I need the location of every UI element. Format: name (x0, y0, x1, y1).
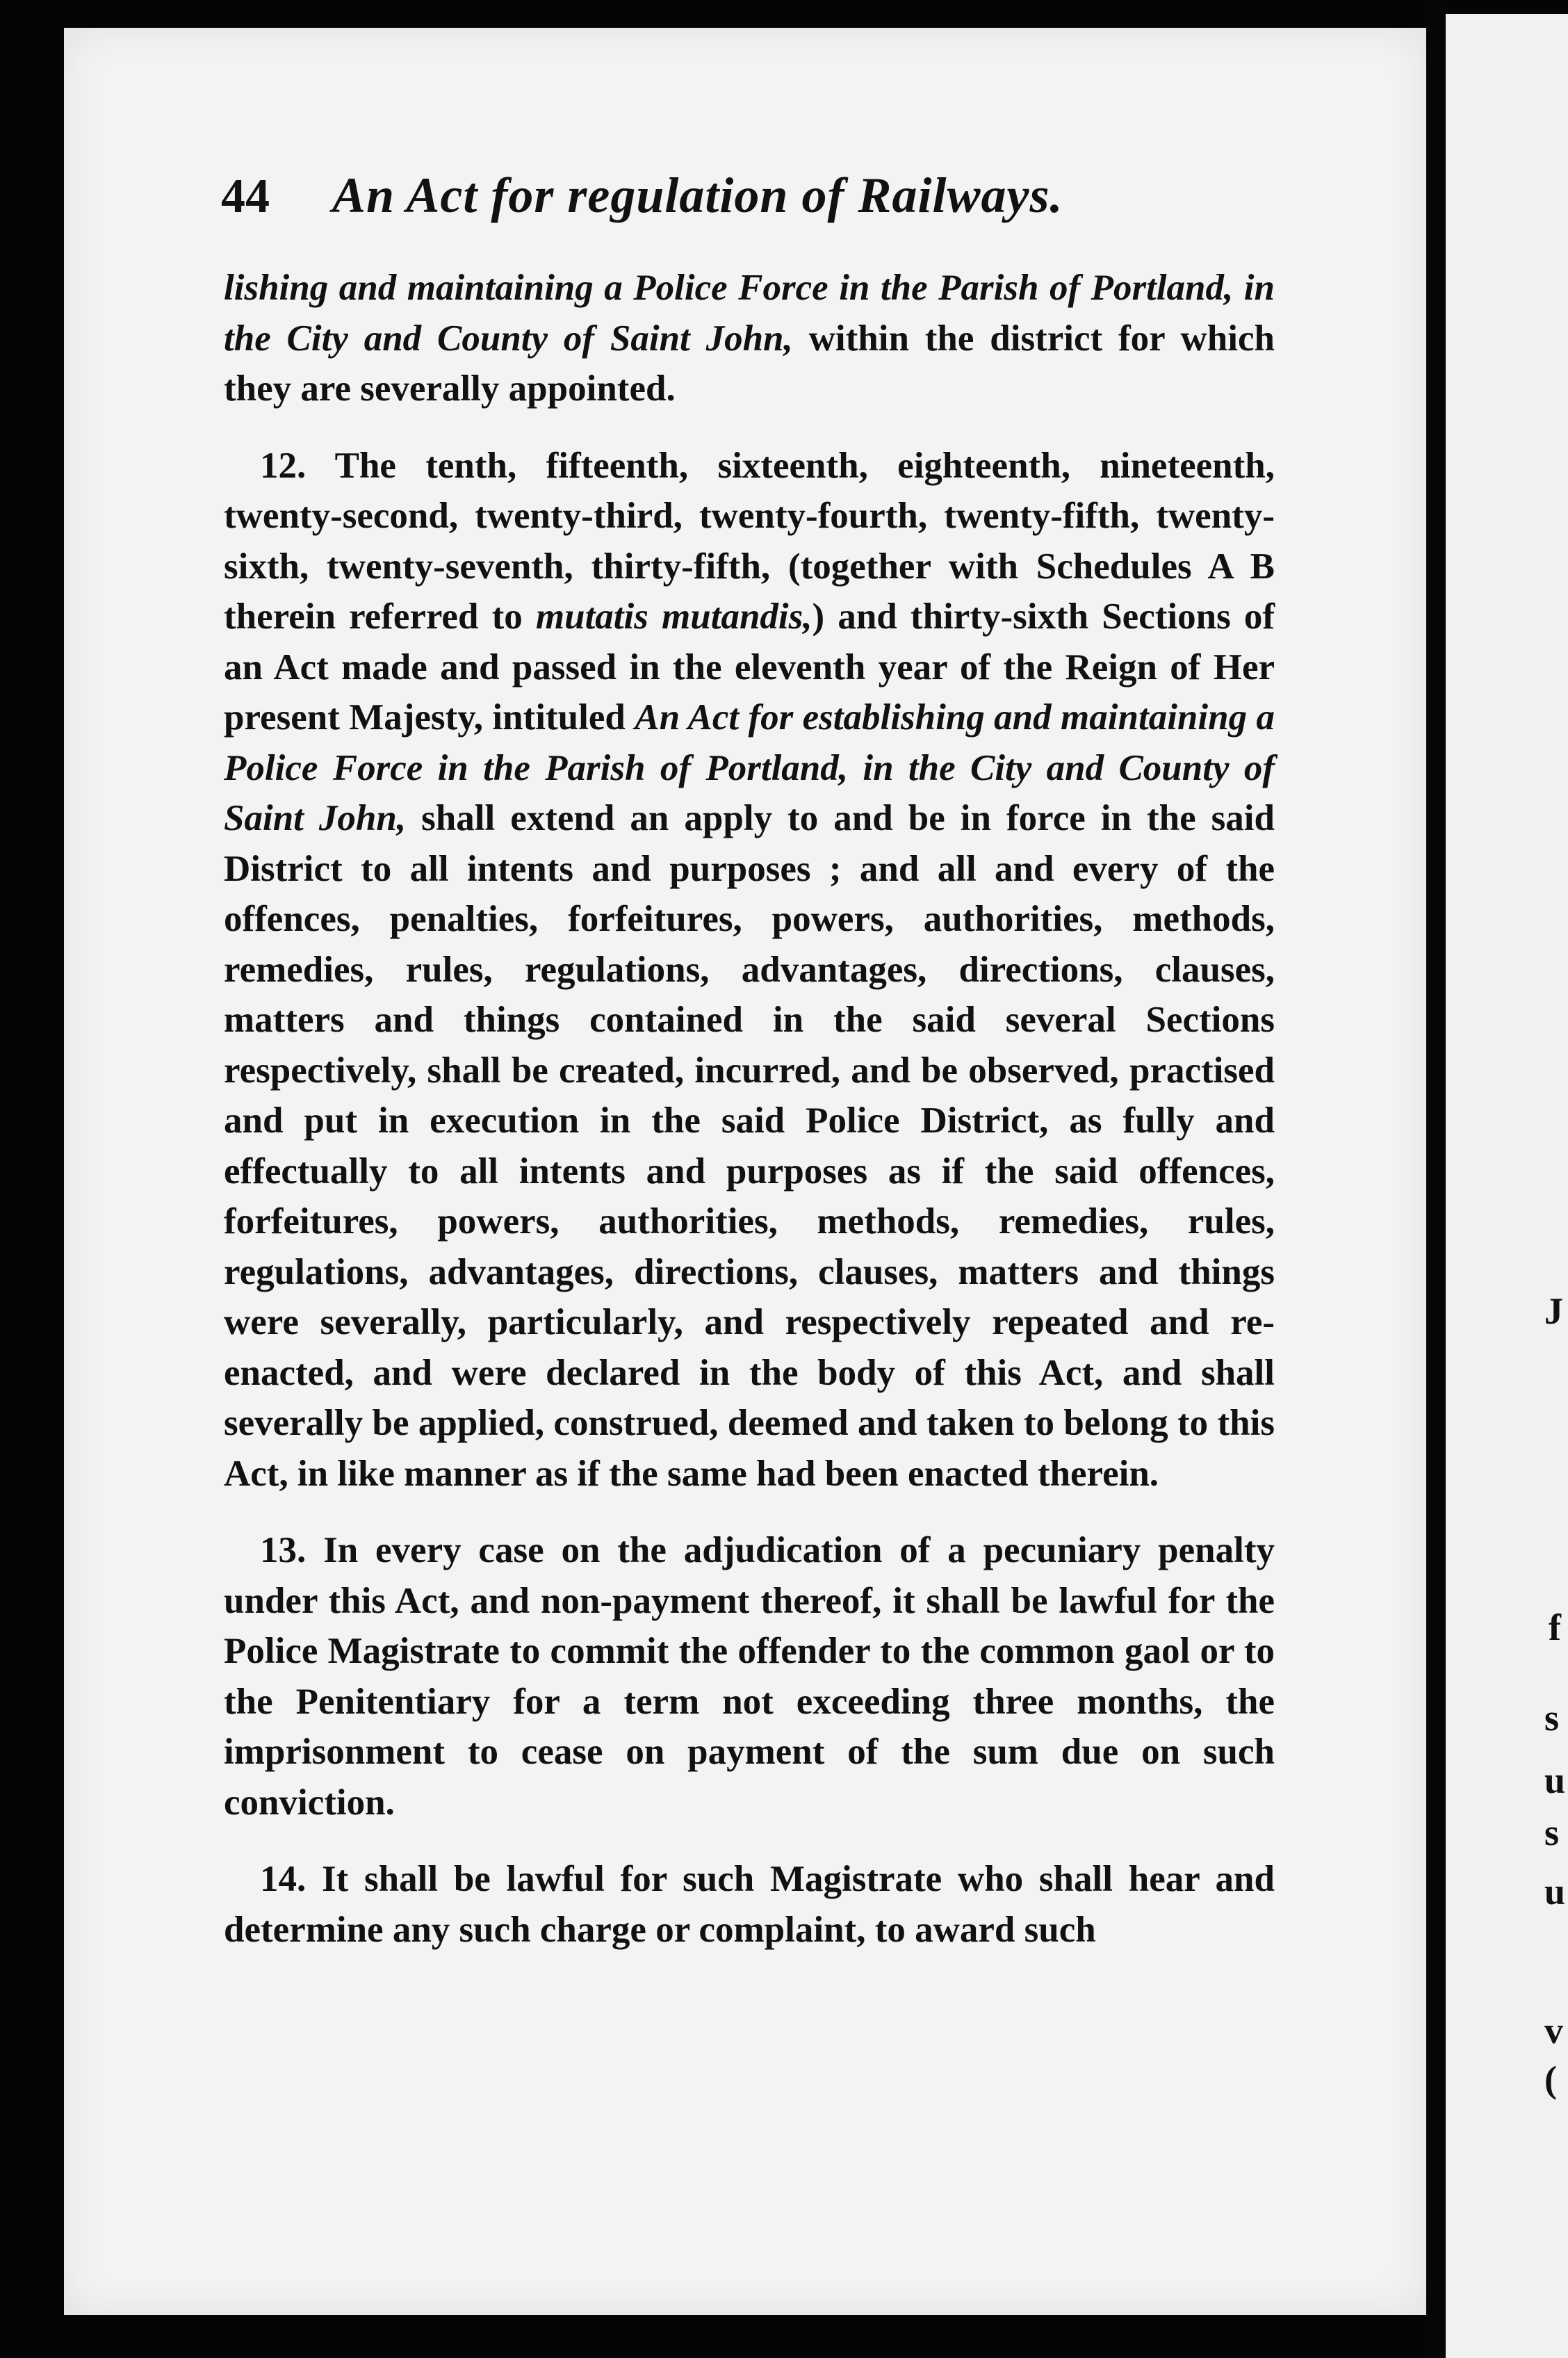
adjacent-fragment: J (1544, 1290, 1563, 1332)
section-14: 14. It shall be lawful for such Magistrate who shall hear and determine any such charge or complaint, to award such (224, 1859, 1275, 1950)
page-header (221, 167, 1277, 243)
page-number: 44 (221, 170, 270, 223)
italic-act-title: An Act for establishing and maintaining a Police Force in the Parish of Portland, in the City and County of Saint John, (224, 697, 1275, 838)
adjacent-fragment: ( (1544, 2058, 1557, 2100)
adjacent-fragment: v (1544, 2010, 1563, 2051)
book-gutter (1426, 0, 1446, 2358)
text-run: ) and thirty-sixth Sections of an Act made and passed in the eleventh year of the Reign of Her present Majesty, intituled (224, 596, 1275, 738)
adjacent-fragment: s (1544, 1697, 1560, 1739)
italic-phrase: mutatis mutandis, (535, 596, 812, 637)
section-13: 13. In every case on the adjudication of a pecuniary penalty under this Act, and non-payment thereof, it shall be lawful for the Police Magistrate to commit the offender to the common gaol or to the Penitentiary for a term not exceeding three months, the imprisonment to cease on payment of the sum due on such conviction. (224, 1530, 1275, 1823)
text-run: 12. The tenth, fifteenth, sixteenth, eighteenth, nineteenth, twenty-second, twenty-third, twenty-fourth, twenty-fifth, twenty-sixth, twenty-seventh, thirty-fifth, (together with Schedules A B therein referred to (224, 445, 1275, 637)
section-12 (224, 441, 1275, 1499)
text-run: within the district for which they are severally appointed. (224, 318, 1275, 409)
adjacent-page-strip (1446, 14, 1568, 2358)
paragraph-continuation (224, 263, 1275, 414)
adjacent-fragment: f (1549, 1607, 1561, 1648)
italic-phrase: lishing and maintaining a Police Force in the Parish of Portland, in the City and County of Saint John, (224, 268, 1275, 359)
adjacent-fragment: s (1544, 1812, 1560, 1853)
body-text (224, 263, 1275, 1955)
text-run: shall extend an apply to and be in force in the said District to all intents and purposes ; and all and every of the offences, penalties, forfeitures, powers, authorities, methods, remedies, rules, regulations, advantages, directions, clauses, matters and things contained in the said several Sections respectively, shall be created, incurred, and be observed, practised and put in execution in the said Police District, as fully and effectually to all intents and purposes as if the said offences, forfeitures, powers, authorities, methods, remedies, rules, regulations, advantages, directions, clauses, matters and things were severally, particularly, and respectively repeated and re-enacted, and were declared in the body of this Act, and shall severally be applied, construed, deemed and taken to belong to this Act, in like manner as if the same had been enacted therein. (224, 798, 1275, 1494)
adjacent-fragment: u (1544, 1871, 1566, 1912)
adjacent-fragment: u (1544, 1759, 1566, 1801)
running-head: An Act for regulation of Railways. (332, 168, 1063, 223)
